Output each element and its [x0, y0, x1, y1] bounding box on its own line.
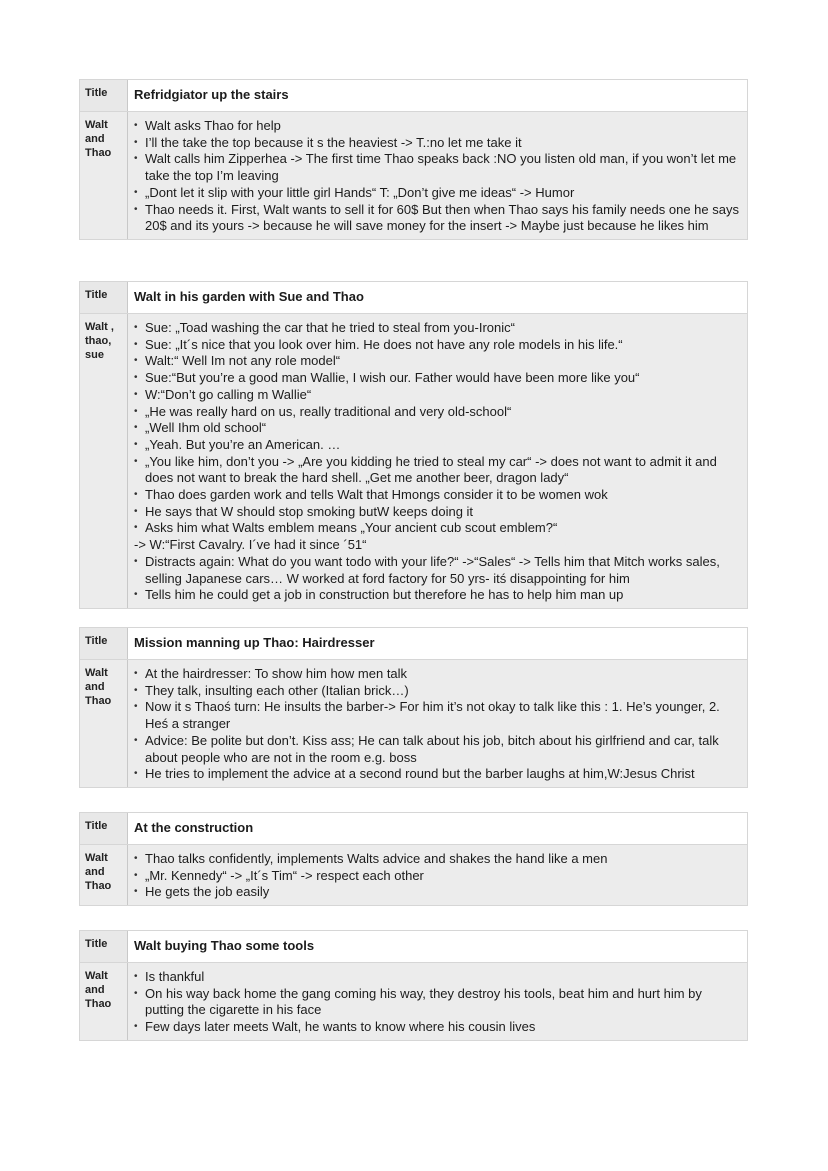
list-item: • Tells him he could get a job in construction but therefore he has to help him man up	[134, 587, 741, 604]
scene-table	[79, 812, 748, 906]
characters-label	[80, 963, 128, 1040]
bullet-list	[134, 666, 741, 783]
scene-title: Walt buying Thao some tools	[128, 931, 747, 962]
list-item: • „Mr. Kennedy“ -> „It´s Tim“ -> respect each other	[134, 868, 741, 885]
list-item: • „You like him, don’t you -> „Are you kidding he tried to steal my car“ -> does not want to admit it and does not want to break the hard shell. „Get me another beer, dragon lady“	[134, 454, 741, 487]
list-item: • On his way back home the gang coming his way, they destroy his tools, beat him and hurt him by putting the cigarette in his face	[134, 986, 741, 1019]
list-item: • Sue: „It´s nice that you look over him. He does not have any role models in his life.“	[134, 337, 741, 354]
list-item: • Now it s Thaoś turn: He insults the barber-> For him it’s not okay to talk like this : 1. He’s younger, 2. Heś a stranger	[134, 699, 741, 732]
character-name: and	[85, 866, 105, 878]
title-row	[80, 628, 747, 660]
bullet-list	[134, 320, 741, 604]
title-label: Title	[80, 282, 128, 313]
character-name: Walt	[85, 970, 108, 982]
character-name: Thao	[85, 695, 112, 707]
scene-table	[79, 930, 748, 1041]
scene-title: Mission manning up Thao: Hairdresser	[128, 628, 747, 659]
title-label: Title	[80, 80, 128, 111]
characters-label	[80, 845, 128, 905]
title-label: Title	[80, 931, 128, 962]
list-item: • Sue: „Toad washing the car that he tried to steal from you-Ironic“	[134, 320, 741, 337]
content-row	[80, 845, 747, 905]
scene-table	[79, 79, 748, 240]
content-row	[80, 112, 747, 239]
list-item: • Asks him what Walts emblem means „Your ancient cub scout emblem?“	[134, 520, 741, 537]
scene-title: Refridgiator up the stairs	[128, 80, 747, 111]
character-name: thao,	[85, 335, 112, 347]
list-item: • I’ll the take the top because it s the heaviest -> T.:no let me take it	[134, 135, 741, 152]
title-row	[80, 282, 747, 314]
scene-table	[79, 627, 748, 788]
character-name: Walt	[85, 119, 108, 131]
list-item: • „Well Ihm old school“	[134, 420, 741, 437]
list-item: • He gets the job easily	[134, 884, 741, 901]
character-name: and	[85, 984, 105, 996]
list-item: • He tries to implement the advice at a second round but the barber laughs at him,W:Jesus Christ	[134, 766, 741, 783]
character-name: Walt	[85, 852, 108, 864]
scene-title: Walt in his garden with Sue and Thao	[128, 282, 747, 313]
title-row	[80, 80, 747, 112]
bullet-list	[134, 969, 741, 1036]
scene-table	[79, 281, 748, 609]
list-item: • Thao needs it. First, Walt wants to sell it for 60$ But then when Thao says his family needs one he says 20$ and its yours -> because he will save money for the insert -> Maybe just because he likes him	[134, 202, 741, 235]
list-item: • Walt:“ Well Im not any role model“	[134, 353, 741, 370]
content-row	[80, 963, 747, 1040]
characters-label	[80, 660, 128, 787]
list-item: • Is thankful	[134, 969, 741, 986]
list-item: • Thao does garden work and tells Walt that Hmongs consider it to be women wok	[134, 487, 741, 504]
list-item: • He says that W should stop smoking butW keeps doing it	[134, 504, 741, 521]
list-item: • „He was really hard on us, really traditional and very old-school“	[134, 404, 741, 421]
bullet-list	[134, 851, 741, 901]
list-item: • Advice: Be polite but don’t. Kiss ass; He can talk about his job, bitch about his girlfriend and car, talk about people who are not in the room e.g. boss	[134, 733, 741, 766]
bullet-list	[134, 118, 741, 235]
list-item: • At the hairdresser: To show him how men talk	[134, 666, 741, 683]
title-row	[80, 931, 747, 963]
list-item: • W:“Don’t go calling m Wallie“	[134, 387, 741, 404]
title-label: Title	[80, 813, 128, 844]
character-name: Walt ,	[85, 321, 114, 333]
characters-label	[80, 314, 128, 608]
character-name: sue	[85, 349, 104, 361]
character-name: Thao	[85, 998, 112, 1010]
title-row	[80, 813, 747, 845]
character-name: Thao	[85, 147, 112, 159]
character-name: and	[85, 133, 105, 145]
list-item: • Sue:“But you’re a good man Wallie, I wish our. Father would have been more like you“	[134, 370, 741, 387]
scene-title: At the construction	[128, 813, 747, 844]
list-item: -> W:“First Cavalry. I´ve had it since ´51“	[134, 537, 367, 553]
content-row	[80, 314, 747, 608]
list-item: • Walt asks Thao for help	[134, 118, 741, 135]
character-name: Walt	[85, 667, 108, 679]
character-name: Thao	[85, 880, 112, 892]
character-name: and	[85, 681, 105, 693]
list-item: • Thao talks confidently, implements Walts advice and shakes the hand like a men	[134, 851, 741, 868]
list-item: • „Dont let it slip with your little girl Hands“ T: „Don’t give me ideas“ -> Humor	[134, 185, 741, 202]
content-row	[80, 660, 747, 787]
list-item: • They talk, insulting each other (Italian brick…)	[134, 683, 741, 700]
list-item: • Walt calls him Zipperhea -> The first time Thao speaks back :NO you listen old man, if you won’t let me take the top I’m leaving	[134, 151, 741, 184]
list-item: • Few days later meets Walt, he wants to know where his cousin lives	[134, 1019, 741, 1036]
list-item: • Distracts again: What do you want todo with your life?“ ->“Sales“ -> Tells him that Mitch works sales, selling Japanese cars… W worked at ford factory for 50 yrs- itś disappointing for him	[134, 554, 741, 587]
list-item: • „Yeah. But you’re an American. …	[134, 437, 741, 454]
title-label: Title	[80, 628, 128, 659]
characters-label	[80, 112, 128, 239]
